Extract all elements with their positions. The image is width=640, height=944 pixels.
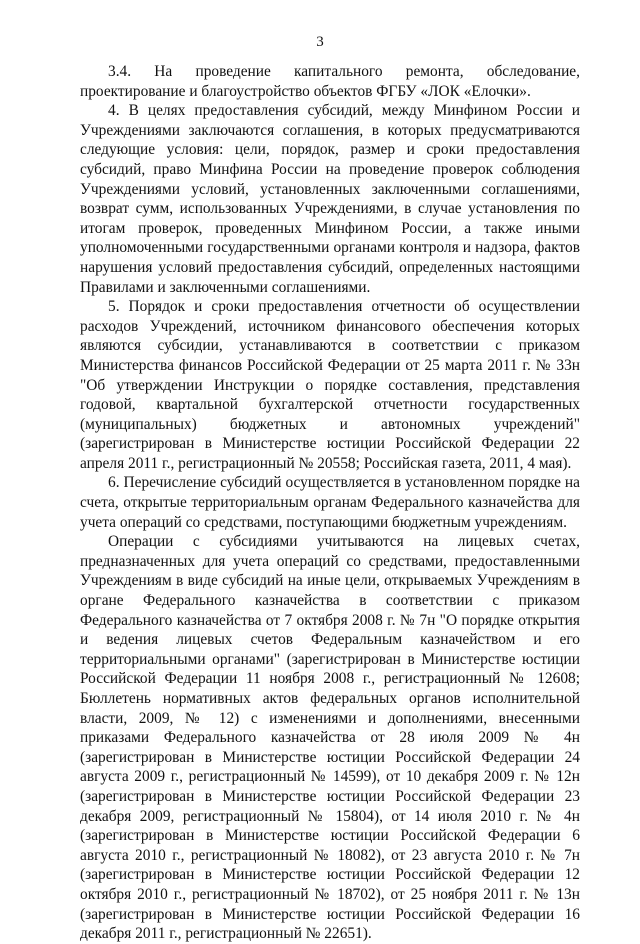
page-number: 3 [316, 34, 324, 50]
paragraph-5: 5. Порядок и сроки предоставления отчетности об осуществлении расходов Учреждений, источником финансового обеспечения которых являются субсидии, устанавливаются в соответствии с приказом Министерства финансов Российской Федерации от 25 марта 2011 г. № 33н "Об утверждении Инструкции о порядке составления, представления годовой, квартальной бухгалтерской отчетности государственных (муниципальных) бюджетных и автономных учреждений" (зарегистрирован в Министерстве юстиции Российской Федерации 22 апреля 2011 г., регистрационный № 20558; Российская газета, 2011, 4 мая). [80, 298, 580, 472]
paragraph-3-4: 3.4. На проведение капитального ремонта, обследование, проектирование и благоустройство объектов ФГБУ «ЛОК «Елочки». [80, 63, 580, 100]
paragraph-4: 4. В целях предоставления субсидий, между Минфином России и Учреждениями заключаются соглашения, в которых предусматриваются следующие условия: цели, порядок, размер и сроки предоставления субсидий, право Минфина России на проведение проверок соблюдения Учреждениями условий, установленных заключенными соглашениями, возврат сумм, использованных Учреждениями, в случае установления по итогам проверок, проведенных Минфином России, а также иными уполномоченными государственными органами контроля и надзора, фактов нарушения условий предоставления субсидий, определенных настоящими Правилами и заключенными соглашениями. [80, 102, 580, 296]
paragraph-6: 6. Перечисление субсидий осуществляется в установленном порядке на счета, открытые территориальным органам Федерального казначейства для учета операций со средствами, поступающими бюджетным учреждениям. [80, 474, 580, 531]
document-body [80, 62, 580, 944]
paragraph-operations: Операции с субсидиями учитываются на лицевых счетах, предназначенных для учета операций со средствами, предоставленными Учреждениям в виде субсидий на иные цели, открываемых Учреждениям в органе Федерального казначейства в соответствии с приказом Федерального казначейства от 7 октября 2008 г. № 7н "О порядке открытия и ведения лицевых счетов Федеральным казначейством и его территориальными органами" (зарегистрирован в Министерстве юстиции Российской Федерации 11 ноября 2008 г., регистрационный № 12608; Бюллетень нормативных актов федеральных органов исполнительной власти, 2009, № 12) с изменениями и дополнениями, внесенными приказами Федерального казначейства от 28 июля 2009 № 4н (зарегистрирован в Министерстве юстиции Российской Федерации 24 августа 2009 г., регистрационный № 14599), от 10 декабря 2009 г. № 12н (зарегистрирован в Министерстве юстиции Российской Федерации 23 декабря 2009, регистрационный № 15804), от 14 июля 2010 г. № 4н (зарегистрирован в Министерстве юстиции Российской Федерации 6 августа 2010 г., регистрационный № 18082), от 23 августа 2010 г. № 7н (зарегистрирован в Министерстве юстиции Российской Федерации 12 октября 2010 г., регистрационный № 18702), от 25 ноября 2011 г. № 13н (зарегистрирован в Министерстве юстиции Российской Федерации 16 декабря 2011 г., регистрационный № 22651). [80, 533, 580, 943]
